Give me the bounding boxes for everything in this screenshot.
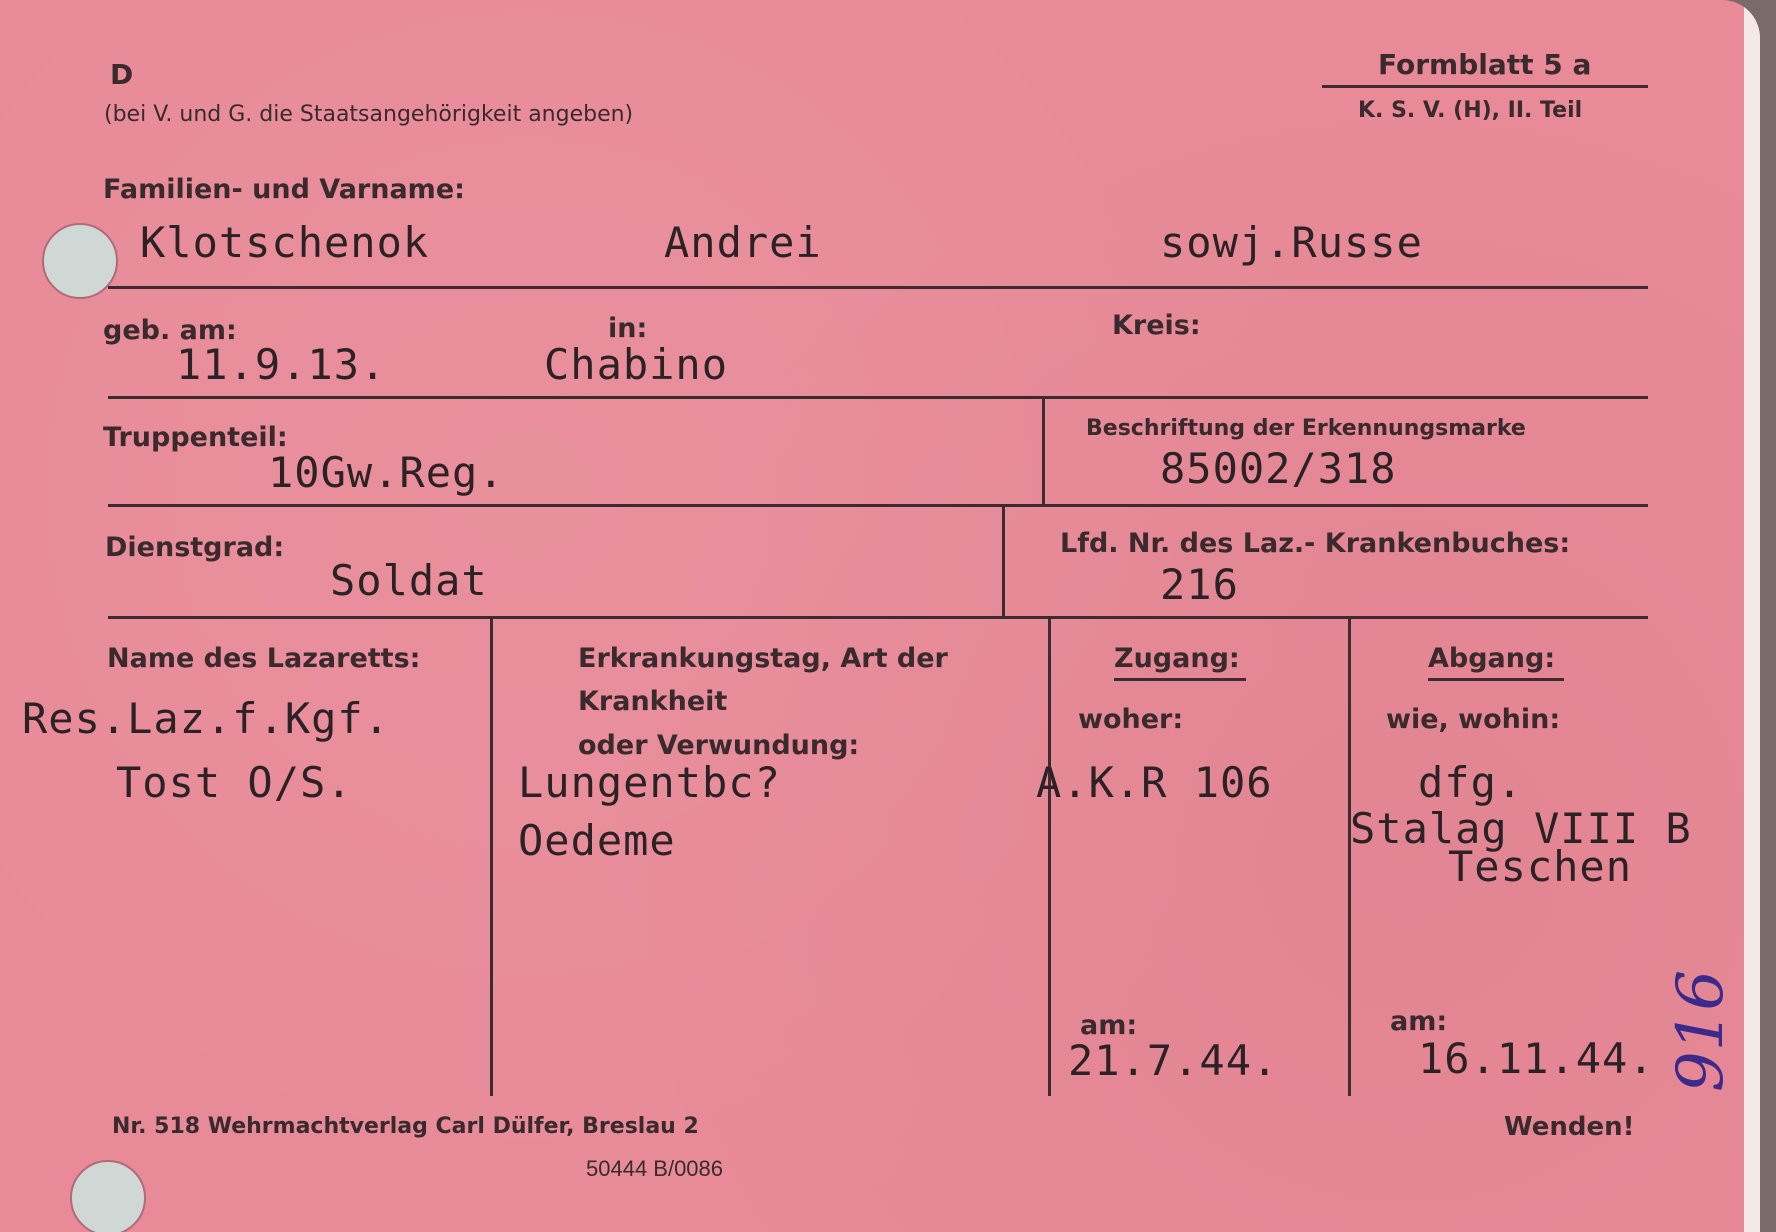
given-name-value: Andrei <box>664 218 822 267</box>
birth-place-value: Chabino <box>544 340 729 389</box>
unit-value: 10Gw.Reg. <box>268 448 505 497</box>
book-value: 216 <box>1160 560 1239 609</box>
publisher-line: Nr. 518 Wehrmachtverlag Carl Dülfer, Breslau 2 <box>112 1114 699 1139</box>
departure-how-label: wie, wohin: <box>1386 704 1561 735</box>
unit-label: Truppenteil: <box>103 422 288 453</box>
unit-divider <box>1042 398 1045 506</box>
handwritten-number: 916 <box>1664 969 1738 1092</box>
rank-label: Dienstgrad: <box>105 532 285 563</box>
arrival-underline <box>1114 678 1246 681</box>
departure-underline <box>1428 678 1564 681</box>
turn-over-note: Wenden! <box>1504 1112 1635 1142</box>
departure-date-value: 16.11.44. <box>1418 1034 1655 1083</box>
col-divider-3 <box>1348 618 1351 1096</box>
arrival-date-value: 21.7.44. <box>1068 1036 1279 1085</box>
form-note: (bei V. und G. die Staatsangehörigkeit angeben) <box>104 102 634 127</box>
departure-line-1: dfg. <box>1418 758 1524 807</box>
form-title: Formblatt 5 a <box>1378 48 1592 81</box>
name-label: Familien- und Varname: <box>103 174 465 205</box>
illness-label-3: oder Verwundung: <box>578 730 860 761</box>
arrival-title: Zugang: <box>1114 643 1240 674</box>
departure-line-3: Teschen <box>1448 842 1633 891</box>
book-label: Lfd. Nr. des Laz.- Krankenbuches: <box>1060 528 1571 559</box>
departure-line-2: Stalag VIII B <box>1350 804 1692 853</box>
arrival-date-label: am: <box>1080 1010 1138 1041</box>
arrival-from-label: woher: <box>1078 704 1184 735</box>
tag-label: Beschriftung der Erkennungsmarke <box>1086 416 1526 441</box>
title-underline <box>1322 85 1648 88</box>
footer-numbers: 50444 B/0086 <box>586 1156 724 1181</box>
district-label: Kreis: <box>1112 310 1201 341</box>
departure-date-label: am: <box>1390 1006 1448 1037</box>
illness-line-1: Lungentbc? <box>518 758 781 807</box>
card-edge <box>1744 0 1760 1232</box>
punch-hole-top <box>42 223 118 299</box>
nationality-value: sowj.Russe <box>1160 218 1423 267</box>
illness-label-2: Krankheit <box>578 686 728 717</box>
hospital-line-2: Tost O/S. <box>116 758 353 807</box>
birth-date-value: 11.9.13. <box>176 340 387 389</box>
col-divider-1 <box>490 618 493 1096</box>
rule-3 <box>108 504 1648 507</box>
punch-hole-bottom <box>70 1160 146 1232</box>
illness-line-2: Oedeme <box>518 816 676 865</box>
rule-4 <box>108 616 1648 619</box>
rank-value: Soldat <box>330 556 488 605</box>
form-subtitle: K. S. V. (H), II. Teil <box>1358 98 1583 123</box>
hospital-line-1: Res.Laz.f.Kgf. <box>22 694 391 743</box>
tag-value: 85002/318 <box>1160 444 1397 493</box>
surname-value: Klotschenok <box>140 218 430 267</box>
col-divider-2 <box>1048 618 1051 1096</box>
illness-label-1: Erkrankungstag, Art der <box>578 643 948 674</box>
form-code: D <box>110 58 134 91</box>
rank-divider <box>1002 506 1005 616</box>
arrival-from-value: A.K.R 106 <box>1036 758 1273 807</box>
departure-title: Abgang: <box>1428 643 1556 674</box>
birth-place-label: in: <box>608 313 648 344</box>
rule-2 <box>108 396 1648 399</box>
rule-1 <box>108 286 1648 289</box>
birth-date-label: geb. am: <box>103 315 237 346</box>
hospital-label: Name des Lazaretts: <box>107 643 421 674</box>
